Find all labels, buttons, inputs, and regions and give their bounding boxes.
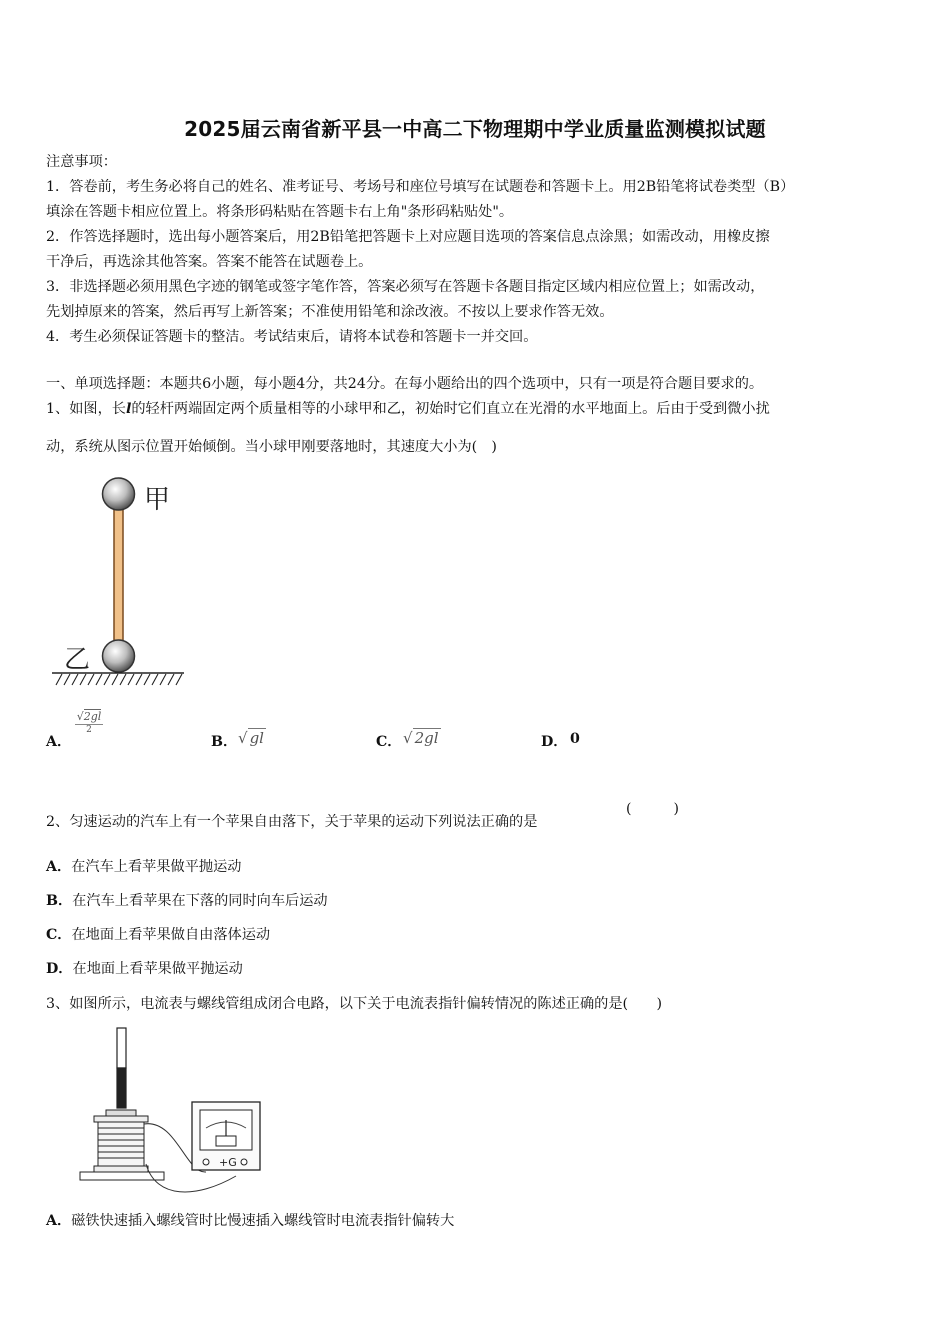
- label-yi: 乙: [64, 645, 91, 675]
- q2-option-d: D．在地面上看苹果做平抛运动: [46, 961, 243, 977]
- q1-option-d-value: 0: [570, 731, 580, 747]
- q1-figure: [48, 472, 188, 690]
- notice-heading: 注意事项：: [46, 154, 117, 170]
- galvanometer-text: +G: [219, 1156, 237, 1169]
- solenoid-flange: [94, 1116, 148, 1122]
- q1-option-c-value: √ 2gl: [403, 729, 439, 747]
- notice-line: 1．答卷前，考生务必将自己的姓名、准考证号、考场号和座位号填写在试题卷和答题卡上。用2B铅笔将试卷类型（B）: [46, 179, 795, 195]
- section-heading: 一、单项选择题：本题共6小题，每小题4分，共24分。在每小题给出的四个选项中，只有一项是符合题目要求的。: [46, 376, 764, 392]
- solenoid-base-flange: [94, 1166, 148, 1172]
- q1-stem-line1: [46, 398, 770, 418]
- q1-option-a-value: [72, 710, 106, 735]
- q3-stem: 3、如图所示，电流表与螺线管组成闭合电路，以下关于电流表指针偏转情况的陈述正确的是( ): [46, 996, 662, 1012]
- q2-option-c: C．在地面上看苹果做自由落体运动: [46, 927, 271, 943]
- notice-line: 先划掉原来的答案，然后再写上新答案；不准使用铅笔和涂改液。不按以上要求作答无效。: [46, 304, 614, 320]
- sqrt-fraction-denominator: 2: [86, 725, 92, 735]
- q1-option-b-label: B．: [211, 734, 238, 750]
- q1-option-a-label: A．: [46, 734, 72, 750]
- sqrt-fraction-numerator: √2gl: [76, 710, 102, 723]
- terminal-left: [203, 1159, 209, 1165]
- terminal-right: [241, 1159, 247, 1165]
- q2-option-b: B．在汽车上看苹果在下落的同时向车后运动: [46, 893, 328, 909]
- notice-line: 4．考生必须保证答题卡的整洁。考试结束后，请将本试卷和答题卡一并交回。: [46, 329, 538, 345]
- q1-stem-line2: 动，系统从图示位置开始倾倒。当小球甲刚要落地时，其速度大小为( ): [46, 439, 497, 455]
- q1-option-b-value: √ gl: [238, 729, 264, 747]
- magnet-bottom: [117, 1068, 126, 1108]
- notice-line: 2．作答选择题时，选出每小题答案后，用2B铅笔把答题卡上对应题目选项的答案信息点涂黑；如需改动，用橡皮擦: [46, 229, 770, 245]
- magnet-top: [117, 1028, 126, 1068]
- ball-yi: [103, 640, 135, 672]
- q1-var-l: l: [125, 401, 132, 417]
- q2-answer-paren: ( ): [626, 801, 679, 817]
- q1-stem-post: 的轻杆两端固定两个质量相等的小球甲和乙，初始时它们直立在光滑的水平地面上。后由于受到微小扰: [131, 401, 770, 417]
- ground-hatch: [56, 674, 182, 685]
- q3-option-a: A．磁铁快速插入螺线管时比慢速插入螺线管时电流表指针偏转大: [46, 1213, 455, 1229]
- notice-line: 3．非选择题必须用黑色字迹的钢笔或签字笔作答，答案必须写在答题卡各题目指定区域内相应位置上；如需改动，: [46, 279, 765, 295]
- q1-stem-pre: 1、如图，长: [46, 401, 126, 417]
- notice-block: [46, 150, 912, 350]
- notice-line: 干净后，再选涂其他答案。答案不能答在试题卷上。: [46, 254, 373, 270]
- rod: [114, 502, 123, 656]
- q3-figure: [76, 1024, 266, 1200]
- solenoid-coil: [98, 1122, 144, 1166]
- label-jia: 甲: [144, 485, 171, 515]
- notice-line: 填涂在答题卡相应位置上。将条形码粘贴在答题卡右上角"条形码粘贴处"。: [46, 204, 514, 220]
- q2-option-a: A．在汽车上看苹果做平抛运动: [46, 859, 242, 875]
- galvanometer-label-box: [216, 1136, 236, 1146]
- q1-option-d-label: D．: [541, 734, 568, 750]
- ball-jia: [103, 478, 135, 510]
- solenoid-top-cap: [106, 1110, 136, 1116]
- q2-stem: 2、匀速运动的汽车上有一个苹果自由落下，关于苹果的运动下列说法正确的是: [46, 814, 538, 830]
- q1-option-c-label: C．: [376, 734, 402, 750]
- page-title: 2025届云南省新平县一中高二下物理期中学业质量监测模拟试题: [184, 117, 766, 141]
